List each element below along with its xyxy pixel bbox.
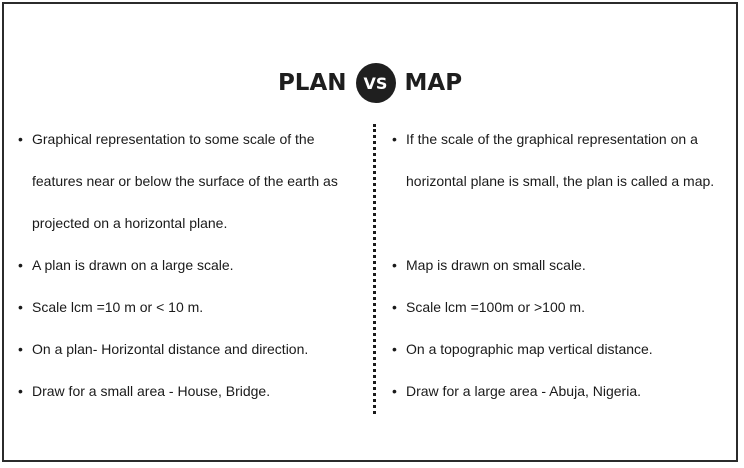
plan-item-line: projected on a horizontal plane. (32, 215, 228, 231)
vs-label: VS (363, 73, 388, 93)
plan-item-line: Draw for a small area - House, Bridge. (32, 383, 271, 399)
bullet-icon: • (392, 257, 397, 273)
vs-badge (356, 63, 396, 103)
title-map: MAP (404, 70, 463, 96)
plan-item-line: On a plan- Horizontal distance and direction. (32, 341, 309, 357)
map-item-definition (392, 118, 732, 244)
bullet-icon: • (18, 257, 23, 273)
bullet-icon: • (392, 383, 397, 399)
dotted-divider (373, 124, 376, 414)
title (4, 62, 736, 104)
plan-item-line: Scale lcm =10 m or < 10 m. (32, 299, 204, 315)
map-item-scale-type (392, 244, 732, 286)
bullet-icon: • (392, 131, 397, 147)
map-item-scale-value (392, 286, 732, 328)
plan-item-line: A plan is drawn on a large scale. (32, 257, 234, 273)
bullet-icon: • (392, 341, 397, 357)
map-item-line: Scale lcm =100m or >100 m. (406, 299, 585, 315)
map-item-line: horizontal plane is small, the plan is called a map. (406, 173, 715, 189)
title-plan: PLAN (277, 70, 347, 96)
bullet-icon: • (18, 341, 23, 357)
map-item-line: Draw for a large area - Abuja, Nigeria. (406, 383, 641, 399)
plan-item-scale-value (18, 286, 363, 328)
plan-item-line: features near or below the surface of the earth as (32, 173, 338, 189)
map-item-line: On a topographic map vertical distance. (406, 341, 653, 357)
map-item-distance (392, 328, 732, 370)
plan-item-distance (18, 328, 363, 370)
map-item-line: Map is drawn on small scale. (406, 257, 586, 273)
plan-item-scale-type (18, 244, 363, 286)
plan-column (18, 118, 363, 412)
map-item-area (392, 370, 732, 412)
map-item-line: If the scale of the graphical representation on a (406, 131, 698, 147)
spacer (406, 202, 732, 244)
bullet-icon: • (392, 299, 397, 315)
comparison-card (2, 2, 738, 462)
plan-item-line: Graphical representation to some scale of the (32, 131, 315, 147)
bullet-icon: • (18, 299, 23, 315)
bullet-icon: • (18, 131, 23, 147)
map-column (392, 118, 732, 412)
plan-item-definition (18, 118, 363, 244)
bullet-icon: • (18, 383, 23, 399)
plan-item-area (18, 370, 363, 412)
